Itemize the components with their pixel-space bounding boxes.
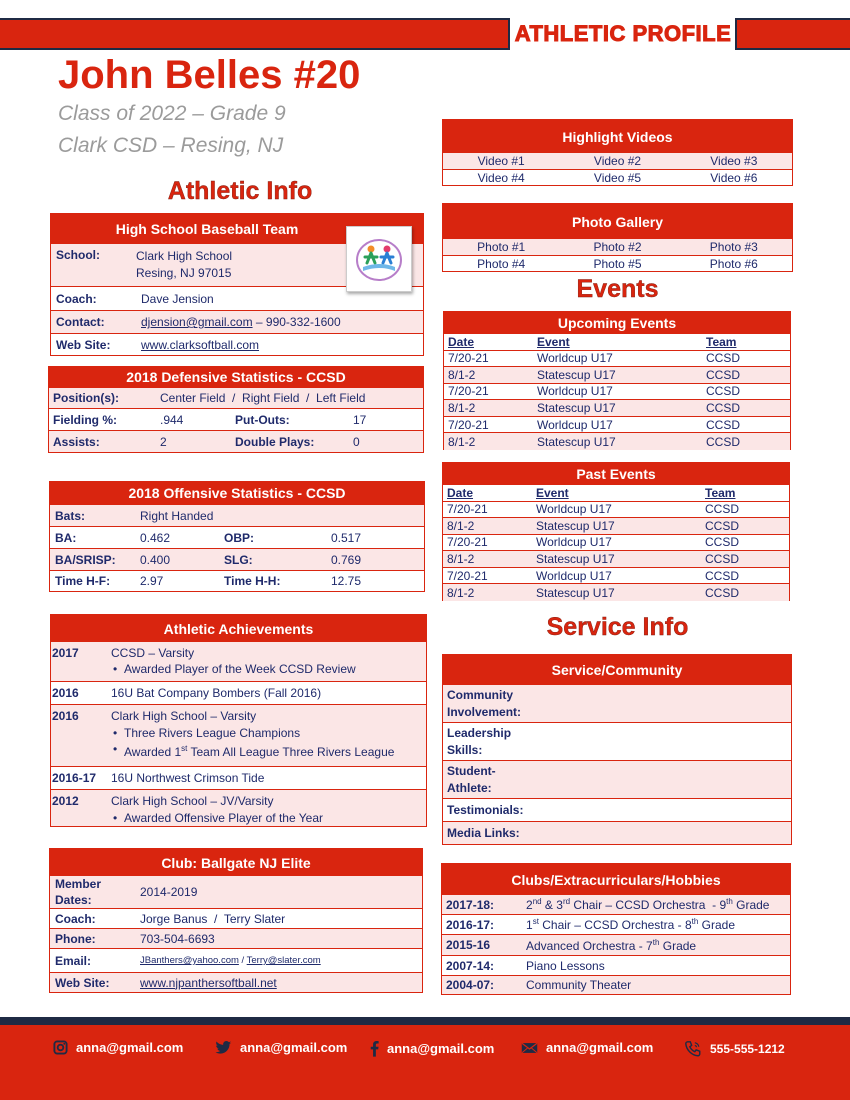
- twitter-icon: [215, 1041, 232, 1055]
- videos-row-2: [443, 169, 792, 186]
- table-row: [444, 350, 790, 367]
- club-member-row: [50, 875, 422, 908]
- achievements-box: [50, 614, 427, 827]
- achievement-item: [51, 681, 426, 704]
- event-date: 7/20-21: [443, 501, 532, 518]
- event-name: Statescup U17: [532, 551, 701, 568]
- time-hf-value: 2.97: [140, 574, 164, 588]
- col-header-team: Team: [705, 485, 736, 500]
- slg-label: SLG:: [224, 552, 253, 567]
- clubs-hobbies-box: [441, 863, 791, 995]
- club-phone-row: [50, 928, 422, 948]
- footer-twitter[interactable]: [215, 1040, 347, 1055]
- table-row: [444, 383, 790, 400]
- hobby-text: 2: [526, 898, 533, 912]
- event-date: 8/1-2: [444, 367, 533, 384]
- col-header-date: Date: [448, 334, 475, 349]
- table-header-row: [443, 485, 789, 501]
- hs-team-title: High School Baseball Team: [51, 214, 423, 243]
- table-row: [443, 567, 789, 584]
- event-team: CCSD: [702, 416, 790, 433]
- photo-link[interactable]: Photo #2: [593, 240, 642, 254]
- photo-gallery-box: [442, 203, 793, 272]
- videos-row-1: [443, 152, 792, 169]
- event-team: CCSD: [701, 567, 789, 584]
- school-label: School:: [56, 248, 100, 262]
- ordinal-sup: th: [691, 917, 699, 926]
- hs-website-row: [51, 333, 423, 355]
- past-events-box: [442, 462, 790, 601]
- achievement-bullet-text: Three Rivers League Champions: [124, 725, 301, 740]
- athlete-name: John Belles #20: [58, 53, 361, 97]
- event-date: 8/1-2: [443, 584, 532, 601]
- achievements-title: Athletic Achievements: [51, 615, 426, 641]
- table-row: [443, 551, 789, 568]
- achievement-item: [51, 789, 426, 826]
- event-name: Worldcup U17: [533, 416, 702, 433]
- facebook-icon: [370, 1040, 379, 1057]
- event-date: 8/1-2: [443, 551, 532, 568]
- photo-link[interactable]: Photo #1: [477, 240, 526, 254]
- ordinal-sup: st: [532, 917, 539, 926]
- event-team: CCSD: [702, 367, 790, 384]
- time-hf-label: Time H-F:: [55, 574, 111, 588]
- achievement-line: 16U Northwest Crimson Tide: [111, 771, 265, 785]
- footer-phone-text: 555-555-1212: [710, 1042, 785, 1056]
- ordinal-sup: th: [652, 937, 660, 947]
- coach-label: Coach:: [56, 291, 97, 306]
- hobby-row: [442, 894, 790, 914]
- event-team: CCSD: [702, 350, 790, 367]
- coach-name: Dave Jension: [141, 291, 214, 306]
- video-link[interactable]: Video #1: [477, 154, 525, 168]
- assists-label: Assists:: [53, 434, 100, 449]
- col-header-date: Date: [447, 485, 474, 500]
- positions-row: [49, 387, 423, 408]
- service-community-box: [442, 654, 792, 845]
- table-row: [443, 501, 789, 518]
- event-team: CCSD: [702, 400, 790, 417]
- achievement-bullet: [111, 725, 394, 742]
- event-date: 8/1-2: [443, 518, 532, 535]
- footer-twitter-text: anna@gmail.com: [240, 1040, 348, 1055]
- website-label: Web Site:: [56, 337, 111, 352]
- assists-row: [49, 430, 423, 452]
- defensive-title: 2018 Defensive Statistics - CCSD: [49, 367, 423, 387]
- media-links-row: [443, 821, 791, 844]
- achievement-bullet: [111, 810, 323, 827]
- hobby-text: Grade: [732, 898, 770, 912]
- table-row: [444, 416, 790, 433]
- hobby-text: Community Theater: [526, 978, 632, 992]
- member-dates-value: 2014-2019: [140, 885, 198, 899]
- club-coach-label: Coach:: [55, 911, 96, 926]
- video-link[interactable]: Video #6: [710, 171, 758, 185]
- event-date: 7/20-21: [444, 350, 533, 367]
- event-date: 7/20-21: [444, 383, 533, 400]
- event-name: Statescup U17: [533, 367, 702, 384]
- club-coach-value: Jorge Banus / Terry Slater: [140, 911, 286, 926]
- testimonials-label: Testimonials:: [447, 803, 524, 817]
- video-link[interactable]: Video #2: [593, 154, 642, 168]
- achievement-bullet-text: Awarded Player of the Week CCSD Review: [124, 662, 356, 676]
- club-coach-row: [50, 908, 422, 928]
- table-header-row: [444, 334, 790, 350]
- hobby-text: Chair – CCSD Orchestra - 9: [570, 898, 727, 912]
- photo-link[interactable]: Photo #4: [477, 257, 526, 271]
- contact-phone: – 990-332-1600: [252, 315, 341, 329]
- leadership-label: Leadership Skills:: [447, 725, 512, 757]
- event-name: Statescup U17: [532, 518, 701, 535]
- hs-website-link[interactable]: www.clarksoftball.com: [141, 337, 260, 352]
- email-separator: /: [238, 955, 247, 966]
- club-email-link-1[interactable]: JBanthers@yahoo.com: [140, 955, 239, 966]
- contact-label: Contact:: [56, 315, 105, 329]
- video-link[interactable]: Video #3: [710, 154, 758, 168]
- achievement-bullet: [111, 661, 356, 677]
- photos-title: Photo Gallery: [443, 204, 792, 238]
- event-team: CCSD: [702, 433, 790, 450]
- achievement-year: 2012: [52, 794, 79, 808]
- community-label: Community Involvement:: [447, 687, 522, 719]
- achievement-year: 2016: [52, 686, 79, 700]
- service-title: Service/Community: [443, 655, 791, 684]
- member-dates-label: Member Dates:: [55, 877, 102, 907]
- time-row: [50, 570, 424, 591]
- footer-instagram-text: anna@gmail.com: [76, 1040, 184, 1055]
- fielding-value: .944: [160, 412, 184, 427]
- phone-icon: [684, 1040, 702, 1058]
- col-header-team: Team: [706, 334, 737, 349]
- class-line: Class of 2022 – Grade 9: [58, 102, 286, 125]
- assists-value: 2: [160, 434, 167, 449]
- event-name: Worldcup U17: [533, 350, 702, 367]
- fielding-row: [49, 408, 423, 430]
- hobby-year: 2016-17:: [446, 917, 495, 932]
- achievement-bullet-text: Awarded 1: [124, 745, 182, 759]
- clubs-title: Clubs/Extracurriculars/Hobbies: [442, 864, 790, 894]
- club-website-link[interactable]: www.njpanthersoftball.net: [140, 975, 277, 990]
- achievement-line: CCSD – Varsity: [111, 646, 195, 660]
- hobby-text: Chair – CCSD Orchestra - 8: [538, 918, 692, 932]
- envelope-icon: [521, 1042, 538, 1054]
- header-bar-left: [0, 18, 510, 50]
- table-row: [443, 534, 789, 551]
- highlight-videos-box: [442, 119, 793, 186]
- bats-row: [50, 504, 424, 526]
- offensive-stats-box: [49, 481, 425, 592]
- putouts-label: Put-Outs:: [235, 412, 290, 427]
- event-name: Worldcup U17: [532, 567, 701, 584]
- hobby-text: 1: [526, 918, 533, 932]
- footer-email-text: anna@gmail.com: [546, 1040, 654, 1055]
- media-links-label: Media Links:: [447, 826, 520, 840]
- ba-label: BA:: [55, 530, 77, 545]
- photo-link[interactable]: Photo #5: [593, 257, 642, 271]
- footer-instagram[interactable]: [53, 1040, 183, 1055]
- footer-email[interactable]: [521, 1040, 653, 1055]
- athletic-info-heading: Athletic Info: [167, 177, 313, 205]
- hobby-year: 2015-16: [446, 938, 491, 952]
- club-phone-value: 703-504-6693: [140, 931, 215, 946]
- achievement-year: 2016: [52, 709, 79, 723]
- achievement-year: 2017: [52, 646, 79, 660]
- event-team: CCSD: [701, 518, 789, 535]
- time-hh-value: 12.75: [331, 574, 362, 588]
- table-row: [444, 367, 790, 384]
- upcoming-title: Upcoming Events: [444, 312, 790, 334]
- bats-label: Bats:: [55, 508, 86, 523]
- basrisp-row: [50, 548, 424, 570]
- putouts-value: 17: [353, 412, 367, 427]
- table-row: [443, 584, 789, 601]
- hobby-row: [442, 975, 790, 994]
- past-events-table: [443, 485, 789, 601]
- achievement-item: [51, 766, 426, 789]
- ordinal-sup: th: [726, 897, 733, 906]
- achievement-line: 16U Bat Company Bombers (Fall 2016): [111, 686, 322, 700]
- photo-link[interactable]: Photo #3: [709, 240, 758, 254]
- hobby-row: [442, 914, 790, 934]
- club-box: [49, 848, 423, 993]
- video-link[interactable]: Video #5: [593, 171, 642, 185]
- school-line: Clark CSD – Resing, NJ: [58, 134, 284, 157]
- hobby-text: Advanced Orchestra - 7: [526, 938, 653, 953]
- club-email-link-2[interactable]: Terry@slater.com: [246, 955, 321, 966]
- event-name: Worldcup U17: [533, 383, 702, 400]
- achievement-line: Clark High School – JV/Varsity: [111, 794, 274, 808]
- video-link[interactable]: Video #4: [477, 171, 525, 185]
- photo-link[interactable]: Photo #6: [709, 257, 758, 271]
- event-date: 7/20-21: [444, 416, 533, 433]
- event-team: CCSD: [702, 383, 790, 400]
- event-date: 8/1-2: [444, 400, 533, 417]
- club-title: Club: Ballgate NJ Elite: [50, 849, 422, 875]
- ordinal-sup: rd: [562, 897, 571, 906]
- events-heading: Events: [576, 275, 659, 303]
- videos-title: Highlight Videos: [443, 120, 792, 152]
- obp-value: 0.517: [331, 530, 362, 545]
- achievement-item: [51, 641, 426, 681]
- event-team: CCSD: [701, 534, 789, 551]
- ba-row: [50, 526, 424, 548]
- double-plays-label: Double Plays:: [235, 434, 315, 449]
- positions-value: Center Field / Right Field / Left Field: [160, 391, 366, 405]
- hobby-year: 2004-07:: [446, 978, 495, 992]
- fielding-label: Fielding %:: [53, 412, 117, 427]
- hobby-text: Grade: [659, 938, 697, 953]
- achievement-item: [51, 704, 426, 766]
- header-bar-right: [735, 18, 850, 50]
- event-team: CCSD: [701, 501, 789, 518]
- upcoming-events-table: [444, 334, 790, 450]
- club-website-label: Web Site:: [55, 975, 110, 990]
- footer-facebook[interactable]: [370, 1040, 494, 1057]
- event-team: CCSD: [701, 584, 789, 601]
- footer-facebook-text: anna@gmail.com: [387, 1041, 495, 1056]
- hobby-text: Piano Lessons: [526, 958, 605, 973]
- slg-value: 0.769: [331, 552, 362, 567]
- club-phone-label: Phone:: [55, 931, 96, 946]
- event-date: 8/1-2: [444, 433, 533, 450]
- event-name: Worldcup U17: [532, 534, 701, 551]
- club-email-row: [50, 948, 422, 972]
- testimonials-row: [443, 798, 791, 821]
- profile-title: ATHLETIC PROFILE: [514, 21, 732, 46]
- hs-contact-row: [51, 310, 423, 333]
- hobby-row: [442, 955, 790, 975]
- student-athlete-row: [443, 760, 791, 798]
- past-title: Past Events: [443, 463, 789, 485]
- double-plays-value: 0: [353, 434, 360, 449]
- school-logo: [346, 226, 412, 292]
- defensive-stats-box: [48, 366, 424, 453]
- hobby-text: Grade: [698, 918, 735, 932]
- event-team: CCSD: [701, 551, 789, 568]
- upcoming-events-box: [443, 311, 791, 450]
- hobby-year: 2017-18:: [446, 897, 495, 912]
- achievement-bullet: [111, 741, 394, 761]
- basrisp-value: 0.400: [140, 552, 171, 567]
- achievement-year: 2016-17: [52, 771, 97, 785]
- table-row: [443, 518, 789, 535]
- club-email-label: Email:: [55, 953, 92, 968]
- event-date: 7/20-21: [443, 534, 532, 551]
- club-website-row: [50, 972, 422, 992]
- achievement-bullet-text: Team All League Three Rivers League: [187, 745, 395, 759]
- time-hh-label: Time H-H:: [224, 574, 281, 588]
- event-name: Statescup U17: [533, 400, 702, 417]
- achievement-bullet-text: Awarded Offensive Player of the Year: [124, 810, 324, 825]
- event-name: Statescup U17: [533, 433, 702, 450]
- ordinal-sup: nd: [532, 897, 542, 906]
- leadership-row: [443, 722, 791, 760]
- hobby-text: & 3: [541, 898, 563, 912]
- obp-label: OBP:: [224, 530, 254, 545]
- positions-label: Position(s):: [53, 391, 119, 405]
- photos-row-2: [443, 255, 792, 272]
- offensive-title: 2018 Offensive Statistics - CCSD: [50, 482, 424, 504]
- col-header-event: Event: [536, 485, 569, 500]
- achievement-line: Clark High School – Varsity: [111, 709, 257, 723]
- table-row: [444, 433, 790, 450]
- event-date: 7/20-21: [443, 567, 532, 584]
- instagram-icon: [53, 1040, 68, 1055]
- footer: [0, 1025, 850, 1100]
- school-name: Clark High School: [136, 249, 233, 263]
- ordinal-sup: st: [181, 744, 188, 753]
- student-athlete-label: Student-Athlete:: [447, 763, 496, 795]
- service-info-heading: Service Info: [546, 613, 689, 641]
- book-kids-logo-icon: [347, 227, 411, 291]
- hobby-year: 2007-14:: [446, 958, 495, 973]
- contact-email-link[interactable]: djension@gmail.com: [141, 315, 253, 329]
- school-city: Resing, NJ 97015: [136, 266, 232, 280]
- footer-phone[interactable]: [684, 1040, 785, 1058]
- col-header-event: Event: [537, 334, 570, 349]
- basrisp-label: BA/SRISP:: [55, 552, 116, 567]
- ba-value: 0.462: [140, 530, 171, 545]
- table-row: [444, 400, 790, 417]
- event-name: Statescup U17: [532, 584, 701, 601]
- footer-stripe: [0, 1017, 850, 1025]
- event-name: Worldcup U17: [532, 501, 701, 518]
- photos-row-1: [443, 238, 792, 255]
- bats-value: Right Handed: [140, 508, 214, 523]
- hobby-row: [442, 934, 790, 955]
- community-row: [443, 684, 791, 722]
